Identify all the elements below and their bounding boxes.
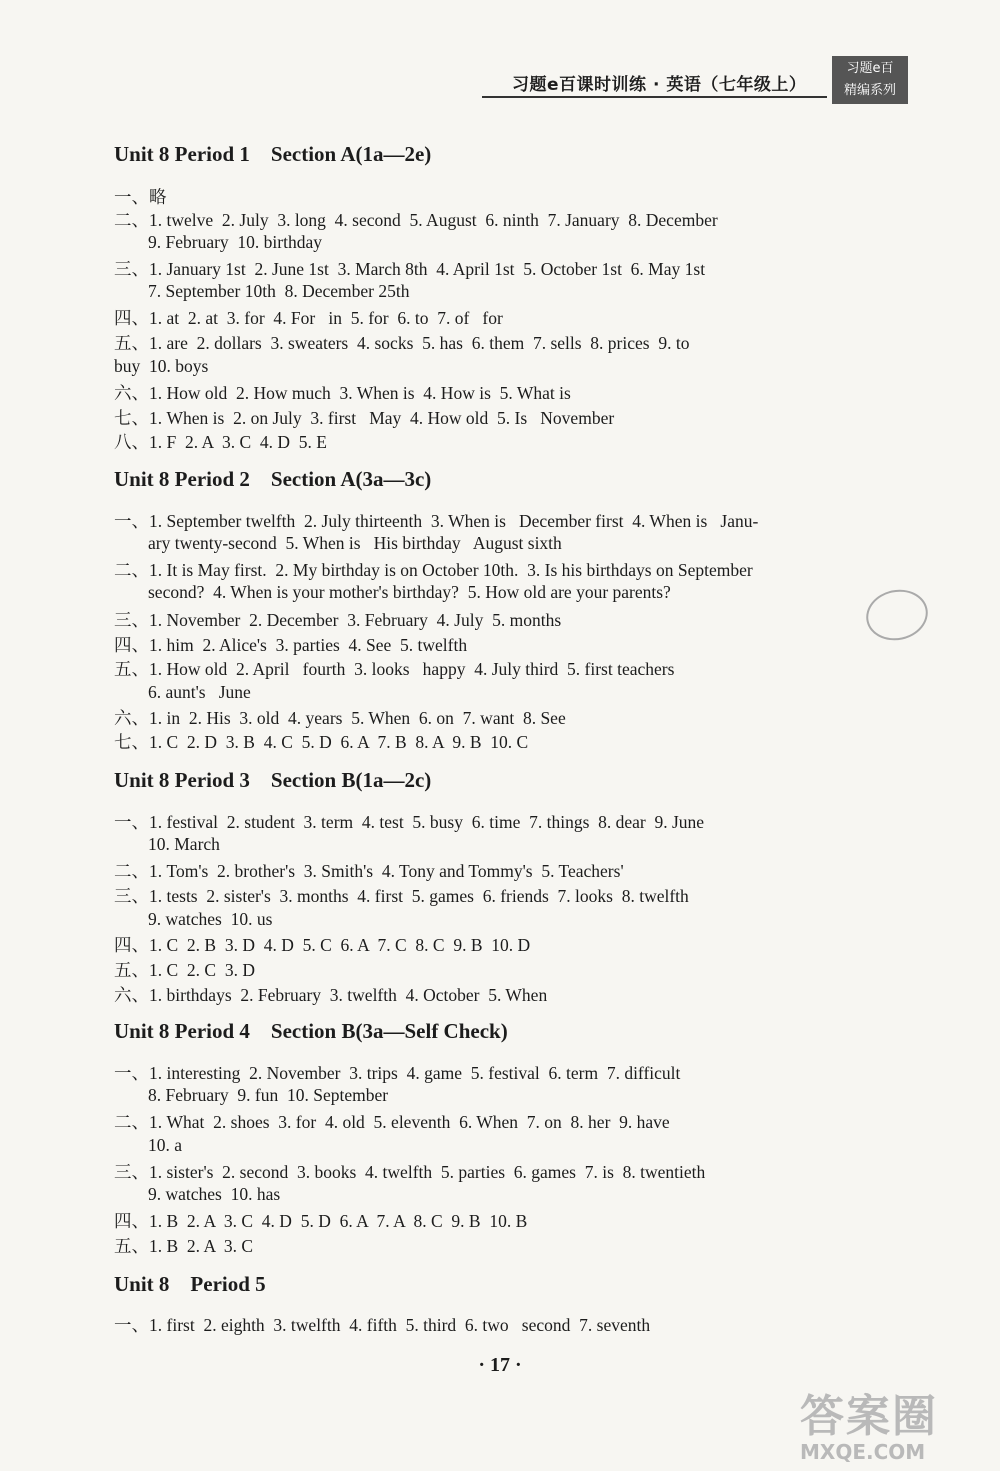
answer-line: 一、1. September twelfth 2. July thirteenth 3. When is December first 4. When is Janu- bbox=[114, 511, 759, 531]
answer-line: 三、1. sister's 2. second 3. books 4. twelfth 5. parties 6. games 7. is 8. twentieth bbox=[114, 1162, 706, 1182]
answer-line: 一、1. first 2. eighth 3. twelfth 4. fifth 5. third 6. two second 7. seventh bbox=[114, 1315, 651, 1335]
answer-line: 四、1. him 2. Alice's 3. parties 4. See 5. twelfth bbox=[114, 635, 468, 655]
answer-line: 9. watches 10. us bbox=[148, 909, 273, 929]
seal-stamp-icon bbox=[861, 584, 932, 646]
answer-line: 五、1. C 2. C 3. D bbox=[114, 960, 255, 980]
watermark-url: MXQE.COM bbox=[800, 1440, 926, 1464]
series-badge-line1: 习题e百 bbox=[846, 61, 894, 76]
running-header bbox=[482, 56, 912, 104]
section-heading-period2: Unit 8 Period 2 Section A(3a—3c) bbox=[114, 467, 432, 491]
answer-line: 三、1. January 1st 2. June 1st 3. March 8th 4. April 1st 5. October 1st 6. May 1st bbox=[114, 259, 706, 279]
answer-line: 7. September 10th 8. December 25th bbox=[148, 281, 410, 301]
answer-line: 六、1. in 2. His 3. old 4. years 5. When 6. on 7. want 8. See bbox=[114, 708, 566, 728]
answer-line: 七、1. C 2. D 3. B 4. C 5. D 6. A 7. B 8. A 9. B 10. C bbox=[114, 732, 529, 752]
answer-line: 一、1. festival 2. student 3. term 4. test 5. busy 6. time 7. things 8. dear 9. June bbox=[114, 812, 705, 832]
section-heading-period3: Unit 8 Period 3 Section B(1a—2c) bbox=[114, 768, 432, 792]
answer-line: 8. February 9. fun 10. September bbox=[148, 1085, 389, 1105]
answer-line: 四、1. at 2. at 3. for 4. For in 5. for 6. to 7. of for bbox=[114, 308, 503, 328]
answer-line: 10. a bbox=[148, 1135, 183, 1155]
answer-line: 9. watches 10. has bbox=[148, 1184, 281, 1204]
answer-line: 五、1. B 2. A 3. C bbox=[114, 1236, 254, 1256]
watermark-logo bbox=[800, 1380, 990, 1470]
series-badge bbox=[832, 56, 908, 104]
answer-line: 6. aunt's June bbox=[148, 682, 251, 702]
answer-line: 一、略 bbox=[114, 187, 167, 207]
answer-line: 二、1. What 2. shoes 3. for 4. old 5. eleventh 6. When 7. on 8. her 9. have bbox=[114, 1112, 670, 1132]
answer-line: 三、1. tests 2. sister's 3. months 4. first 5. games 6. friends 7. looks 8. twelfth bbox=[114, 886, 689, 906]
answer-line: 二、1. twelve 2. July 3. long 4. second 5. August 6. ninth 7. January 8. December bbox=[114, 210, 718, 230]
answer-line: 一、1. interesting 2. November 3. trips 4. game 5. festival 6. term 7. difficult bbox=[114, 1063, 681, 1083]
answer-line: second? 4. When is your mother's birthday? 5. How old are your parents? bbox=[148, 582, 671, 602]
series-badge-line2: 精编系列 bbox=[843, 83, 896, 98]
header-rule bbox=[482, 96, 827, 98]
answer-line: 四、1. C 2. B 3. D 4. D 5. C 6. A 7. C 8. C 9. B 10. D bbox=[114, 935, 531, 955]
answer-line: 二、1. Tom's 2. brother's 3. Smith's 4. Tony and Tommy's 5. Teachers' bbox=[114, 861, 624, 881]
answer-line: 六、1. birthdays 2. February 3. twelfth 4. October 5. When bbox=[114, 985, 548, 1005]
watermark-logo-text: 答案圈 bbox=[800, 1391, 938, 1442]
answer-line: 三、1. November 2. December 3. February 4. July 5. months bbox=[114, 610, 562, 630]
answer-line: 七、1. When is 2. on July 3. first May 4. How old 5. Is November bbox=[114, 408, 615, 428]
section-heading-period4: Unit 8 Period 4 Section B(3a—Self Check) bbox=[114, 1019, 508, 1043]
answer-line: buy 10. boys bbox=[114, 356, 209, 376]
answer-line: 二、1. It is May first. 2. My birthday is on October 10th. 3. Is his birthdays on September bbox=[114, 560, 753, 580]
answer-line: 五、1. are 2. dollars 3. sweaters 4. socks 5. has 6. them 7. sells 8. prices 9. to bbox=[114, 333, 690, 353]
answer-line: ary twenty-second 5. When is His birthday August sixth bbox=[148, 533, 562, 553]
answer-line: 六、1. How old 2. How much 3. When is 4. How is 5. What is bbox=[114, 383, 571, 403]
answer-line: 五、1. How old 2. April fourth 3. looks happy 4. July third 5. first teachers bbox=[114, 659, 675, 679]
book-title: 习题e百课时训练 · 英语（七年级上） bbox=[512, 75, 807, 95]
section-heading-period1: Unit 8 Period 1 Section A(1a—2e) bbox=[114, 142, 432, 166]
answer-line: 四、1. B 2. A 3. C 4. D 5. D 6. A 7. A 8. C 9. B 10. B bbox=[114, 1211, 528, 1231]
section-heading-period5: Unit 8 Period 5 bbox=[114, 1272, 266, 1296]
answer-line: 10. March bbox=[148, 834, 220, 854]
page-number: · 17 · bbox=[478, 1354, 522, 1376]
answer-line: 八、1. F 2. A 3. C 4. D 5. E bbox=[114, 432, 327, 452]
answer-line: 9. February 10. birthday bbox=[148, 232, 322, 252]
